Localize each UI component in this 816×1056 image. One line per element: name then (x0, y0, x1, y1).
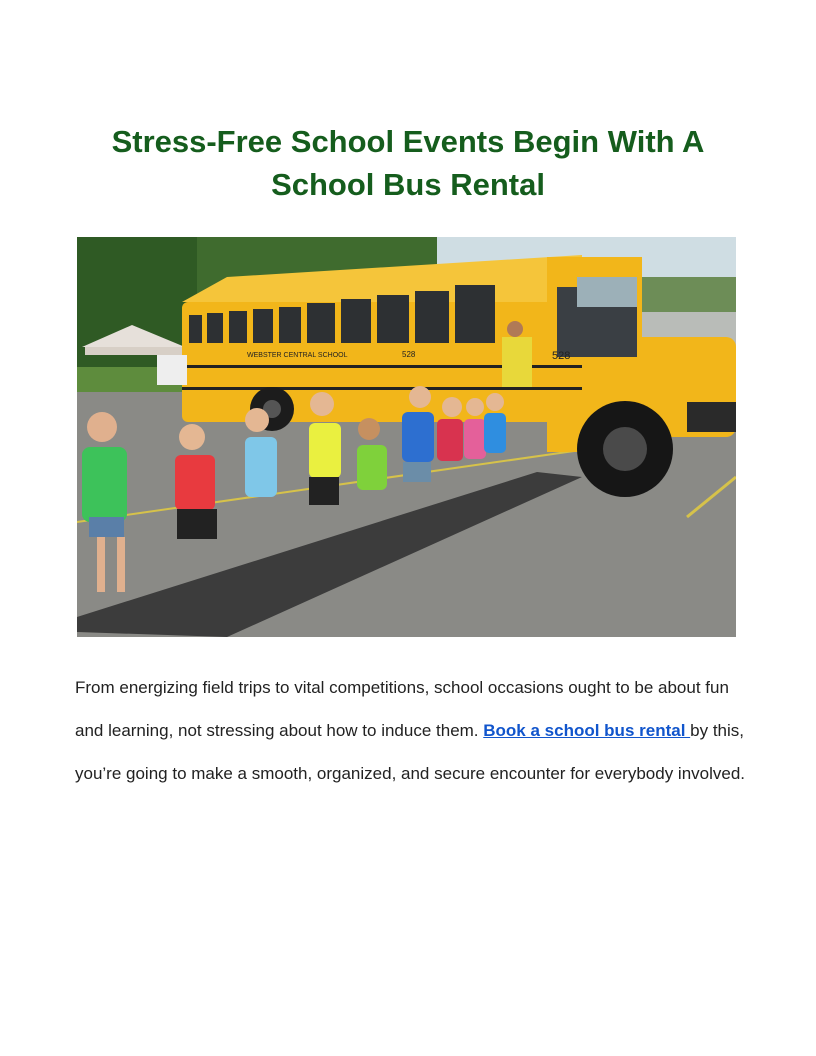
bus-door-number: 528 (552, 350, 571, 362)
page-title: Stress-Free School Events Begin With A School Bus Rental (111, 124, 705, 202)
body-paragraph (75, 666, 745, 795)
paragraph-text-after-link: by this, you’re going to make a smooth, organized, and secure encounter for everybody involved. (75, 721, 746, 783)
bus-number: 528 (402, 350, 416, 359)
bus-side-text: WEBSTER CENTRAL SCHOOL (247, 352, 348, 359)
paragraph-text-before-link: From energizing field trips to vital competitions, school occasions ought to be about fun and learning, not stressing about how to induce them. (75, 678, 729, 740)
book-bus-rental-link[interactable]: Book a school bus rental (483, 721, 691, 740)
school-bus-photo (77, 237, 736, 637)
